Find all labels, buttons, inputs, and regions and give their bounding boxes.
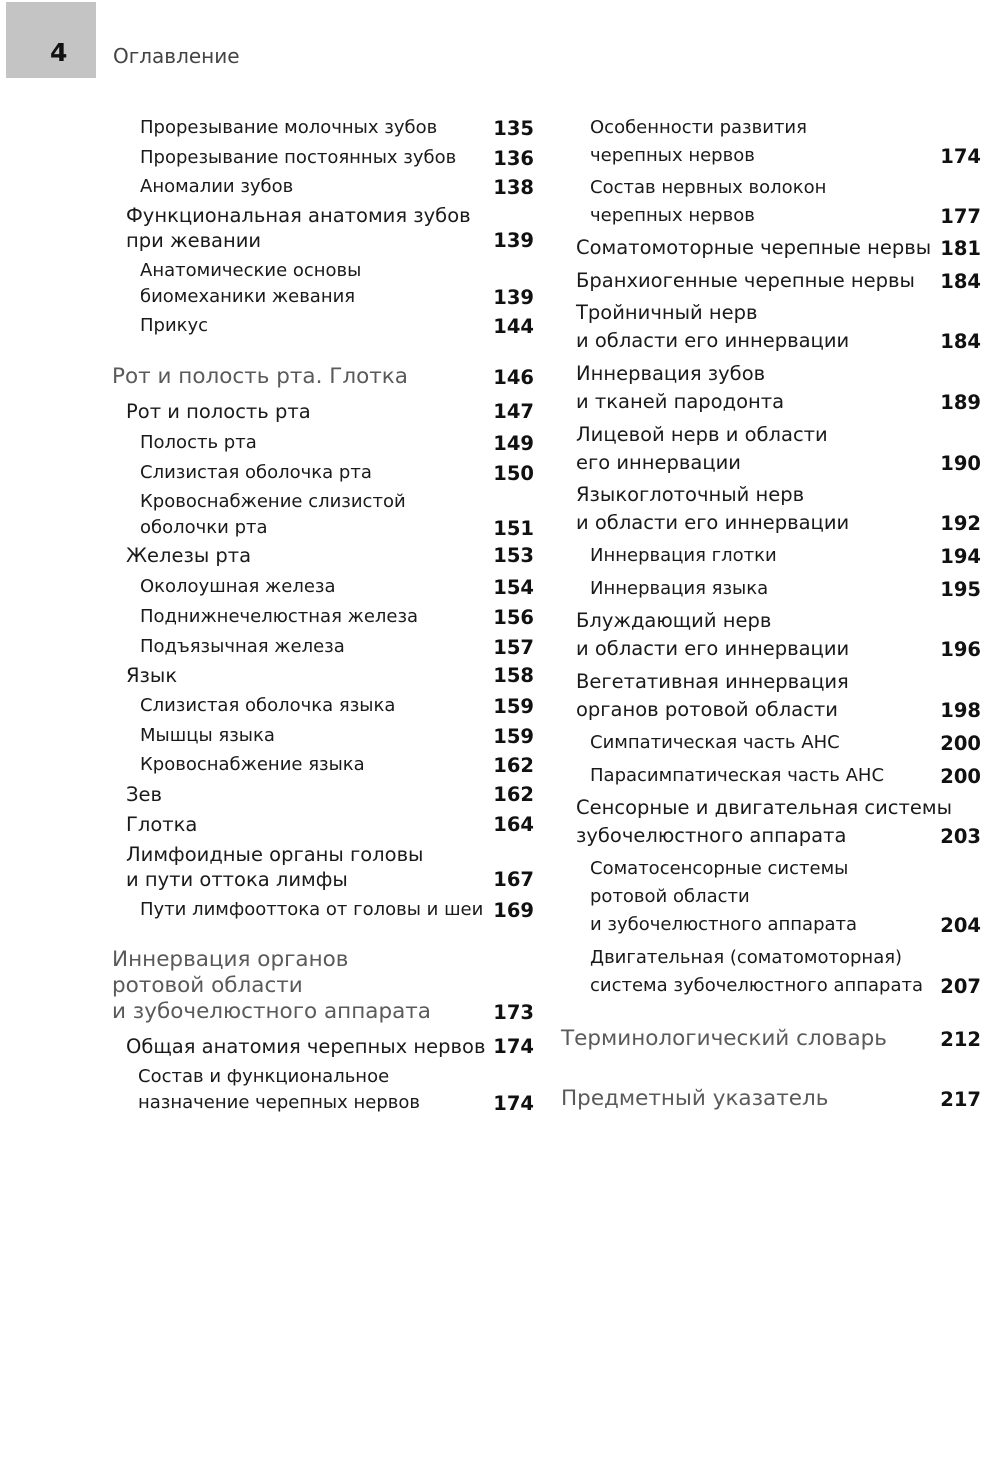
toc-entry-line: Общая анатомия черепных нервов: [126, 1035, 486, 1058]
toc-entry-page: 196: [940, 637, 981, 661]
toc-entry-page: 195: [940, 577, 981, 601]
toc-entry-line: Глотка: [126, 813, 198, 836]
toc-entry-title: [576, 360, 784, 416]
toc-entry-title: [590, 575, 768, 603]
toc-entry-line: Двигательная (соматомоторная): [590, 947, 903, 968]
toc-entry-line: Иннервация зубов: [576, 362, 766, 385]
toc-entry-page: 147: [493, 400, 534, 423]
toc-entry-line: Язык: [126, 664, 178, 687]
toc-entry-line: и области его иннервации: [576, 511, 850, 534]
toc-entry-line: Состав и функциональное: [138, 1066, 390, 1087]
toc-entry-page: 200: [940, 764, 981, 788]
toc-entry-page: 174: [493, 1035, 534, 1058]
toc-entry-page: 198: [940, 698, 981, 722]
toc-entry-page: 156: [493, 605, 534, 629]
toc-entry-page: 158: [493, 664, 534, 687]
toc-entry-line: и зубочелюстного аппарата: [590, 914, 858, 935]
toc-entry-line: Кровоснабжение слизистой: [140, 491, 406, 512]
toc-entry-title: [576, 299, 849, 355]
toc-entry-line: Зев: [126, 783, 162, 806]
toc-entry-page: 203: [940, 824, 981, 848]
toc-entry-page: 217: [940, 1087, 981, 1111]
toc-entry-line: Подъязычная железа: [140, 636, 345, 657]
toc-entry-page: 159: [493, 724, 534, 748]
toc-entry-page: 139: [493, 229, 534, 252]
toc-entry-page: 184: [940, 329, 981, 353]
toc-entry-line: биомеханики жевания: [140, 286, 356, 307]
toc-entry-page: 204: [940, 913, 981, 937]
toc-entry-page: 189: [940, 390, 981, 414]
toc-entry-line: Прорезывание молочных зубов: [140, 117, 438, 138]
toc-entry-line: Прикус: [140, 315, 209, 336]
toc-entry-line: его иннервации: [576, 451, 741, 474]
toc-entry-page: 212: [940, 1027, 981, 1051]
toc-entry-page: 157: [493, 635, 534, 659]
toc-entry-page: 146: [493, 365, 534, 389]
toc-entry-page: 162: [493, 783, 534, 806]
toc-entry-title: [576, 481, 849, 537]
toc-entry-line: Бранхиогенные черепные нервы: [576, 269, 915, 292]
toc-entry-line: Мышцы языка: [140, 725, 275, 746]
toc-entry-page: 144: [493, 314, 534, 338]
toc-entry-line: Аномалии зубов: [140, 176, 294, 197]
toc-entry-line: Парасимпатическая часть АНС: [590, 765, 885, 786]
toc-entry-line: при жевании: [126, 229, 262, 252]
toc-entry-line: ротовой области: [590, 886, 750, 907]
toc-entry-line: Кровоснабжение языка: [140, 754, 365, 775]
toc-entry-line: Предметный указатель: [561, 1086, 829, 1111]
toc-entry-title: [576, 668, 849, 724]
toc-entry-line: и пути оттока лимфы: [126, 868, 348, 891]
toc-entry-page: 184: [940, 269, 981, 293]
toc-entry-title: [590, 174, 826, 230]
toc-entry-line: Железы рта: [126, 544, 252, 567]
toc-entry-line: Сенсорные и двигательная системы: [576, 796, 952, 819]
toc-entry-page: 174: [940, 144, 981, 168]
toc-entry-page: 174: [493, 1091, 534, 1115]
toc-entry-title: [576, 234, 931, 262]
toc-entry-title: [561, 1086, 828, 1112]
toc-entry-line: Анатомические основы: [140, 260, 362, 281]
toc-entry-page: 194: [940, 544, 981, 568]
toc-entry-title: [590, 762, 884, 790]
toc-entry-title: [590, 855, 857, 939]
toc-entry-line: Поднижнечелюстная железа: [140, 606, 419, 627]
toc-entry-page: 190: [940, 451, 981, 475]
toc-entry-page: 162: [493, 753, 534, 777]
toc-entry-line: назначение черепных нервов: [138, 1092, 420, 1113]
page-number: 4: [50, 38, 68, 67]
toc-entry-title: [561, 1026, 887, 1052]
toc-entry-line: Вегетативная иннервация: [576, 670, 849, 693]
toc-entry-page: 164: [493, 813, 534, 836]
toc-entry-line: Особенности развития: [590, 117, 807, 138]
toc-entry-line: Рот и полость рта. Глотка: [112, 364, 408, 389]
toc-entry-line: и зубочелюстного аппарата: [112, 999, 431, 1024]
toc-entry-page: 173: [493, 1000, 534, 1024]
toc-entry-page: 159: [493, 694, 534, 718]
toc-entry-page: 167: [493, 868, 534, 891]
toc-entry-line: и области его иннервации: [576, 637, 850, 660]
toc-entry-line: система зубочелюстного аппарата: [590, 975, 924, 996]
toc-entry-page: 181: [940, 236, 981, 260]
toc-entry-line: Состав нервных волокон: [590, 177, 827, 198]
toc-entry-page: 139: [493, 285, 534, 309]
toc-entry-page: 200: [940, 731, 981, 755]
toc-entry-line: Пути лимфооттока от головы и шеи: [140, 899, 484, 920]
toc-entry-page: 192: [940, 511, 981, 535]
toc-entry-page: 138: [493, 175, 534, 199]
toc-entry-line: Иннервация глотки: [590, 545, 777, 566]
toc-entry-line: черепных нервов: [590, 205, 755, 226]
toc-entry-line: органов ротовой области: [576, 698, 838, 721]
toc-entry-line: Терминологический словарь: [561, 1026, 887, 1051]
toc-entry-line: Полость рта: [140, 432, 257, 453]
toc-entry-page: 207: [940, 974, 981, 998]
toc-entry-line: зубочелюстного аппарата: [576, 824, 847, 847]
toc-entry-line: Соматосенсорные системы: [590, 858, 849, 879]
toc-entry-line: Лицевой нерв и области: [576, 423, 828, 446]
toc-entry-title: [576, 794, 952, 850]
toc-entry-title: [576, 607, 849, 663]
toc-entry-line: Рот и полость рта: [126, 400, 311, 423]
toc-entry-line: Иннервация языка: [590, 578, 769, 599]
toc-entry-page: 135: [493, 116, 534, 140]
toc-entry-line: и области его иннервации: [576, 329, 850, 352]
toc-entry-line: ротовой области: [112, 973, 303, 998]
toc-entry-title: [590, 114, 807, 170]
toc-entry-page: 149: [493, 431, 534, 455]
toc-entry-line: Соматомоторные черепные нервы: [576, 236, 932, 259]
toc-entry-title: [576, 421, 828, 477]
toc-entry-title: [576, 267, 915, 295]
toc-entry-line: Языкоглоточный нерв: [576, 483, 805, 506]
toc-entry-line: оболочки рта: [140, 517, 268, 538]
toc-entry-line: Тройничный нерв: [576, 301, 758, 324]
toc-entry-page: 177: [940, 204, 981, 228]
toc-entry-title: [590, 729, 840, 757]
toc-entry-line: Лимфоидные органы головы: [126, 843, 424, 866]
toc-entry-page: 153: [493, 544, 534, 567]
toc-entry-page: 136: [493, 146, 534, 170]
toc-entry-line: Функциональная анатомия зубов: [126, 204, 471, 227]
toc-entry-line: Околоушная железа: [140, 576, 336, 597]
running-head: Оглавление: [113, 44, 240, 68]
toc-entry-page: 169: [493, 898, 534, 922]
toc-entry-line: Иннервация органов: [112, 947, 349, 972]
toc-entry-page: 151: [493, 516, 534, 540]
toc-entry-page: 154: [493, 575, 534, 599]
toc-entry-title: [590, 542, 777, 570]
toc-entry-line: Слизистая оболочка рта: [140, 462, 372, 483]
toc-entry-title: [590, 944, 923, 1000]
toc-entry-page: 150: [493, 461, 534, 485]
toc-entry-line: и тканей пародонта: [576, 390, 785, 413]
toc-entry-line: черепных нервов: [590, 145, 755, 166]
toc-entry-line: Слизистая оболочка языка: [140, 695, 396, 716]
toc-entry-line: Прорезывание постоянных зубов: [140, 147, 457, 168]
toc-entry-line: Симпатическая часть АНС: [590, 732, 840, 753]
toc-entry-line: Блуждающий нерв: [576, 609, 772, 632]
